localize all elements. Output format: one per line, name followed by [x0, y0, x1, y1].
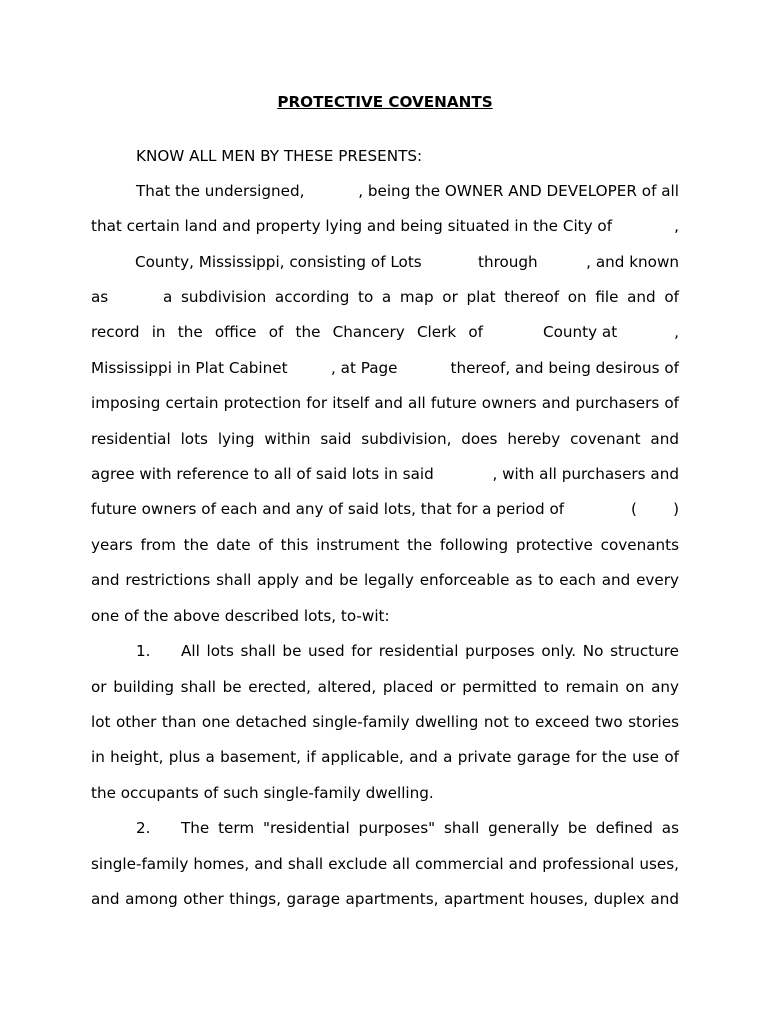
body-line: as a subdivision according to a map or plat thereof on file and of	[91, 288, 679, 306]
body-line: the occupants of such single-family dwelling.	[91, 784, 434, 802]
body-line: That the undersigned, , being the OWNER AND DEVELOPER of all	[136, 182, 679, 200]
body-line: future owners of each and any of said lots, that for a period of ( )	[91, 500, 679, 518]
body-line: residential lots lying within said subdivision, does hereby covenant and	[91, 430, 679, 448]
numbered-item: 1. All lots shall be used for residential purposes only. No structure	[136, 642, 679, 660]
body-line: in height, plus a basement, if applicable, and a private garage for the use of	[91, 748, 679, 766]
body-line: and restrictions shall apply and be legally enforceable as to each and every	[91, 571, 679, 589]
body-line: County, Mississippi, consisting of Lots through , and known	[135, 253, 679, 271]
body-line: years from the date of this instrument the following protective covenants	[91, 536, 679, 554]
body-line: Mississippi in Plat Cabinet , at Page thereof, and being desirous of	[91, 359, 679, 377]
body-line: agree with reference to all of said lots in said , with all purchasers and	[91, 465, 679, 483]
numbered-item: 2. The term "residential purposes" shall generally be defined as	[136, 819, 679, 837]
body-line: imposing certain protection for itself and all future owners and purchasers of	[91, 394, 679, 412]
document-title: PROTECTIVE COVENANTS	[277, 93, 493, 111]
body-line: one of the above described lots, to-wit:	[91, 607, 390, 625]
body-line: and among other things, garage apartments, apartment houses, duplex and	[91, 890, 679, 908]
body-line: that certain land and property lying and being situated in the City of ,	[91, 217, 679, 235]
body-line: record in the office of the Chancery Clerk of County at ,	[91, 323, 679, 341]
body-line: or building shall be erected, altered, placed or permitted to remain on any	[91, 678, 679, 696]
opening-line: KNOW ALL MEN BY THESE PRESENTS:	[136, 147, 423, 165]
body-line: single-family homes, and shall exclude all commercial and professional uses,	[91, 855, 679, 873]
body-line: lot other than one detached single-family dwelling not to exceed two stories	[91, 713, 679, 731]
